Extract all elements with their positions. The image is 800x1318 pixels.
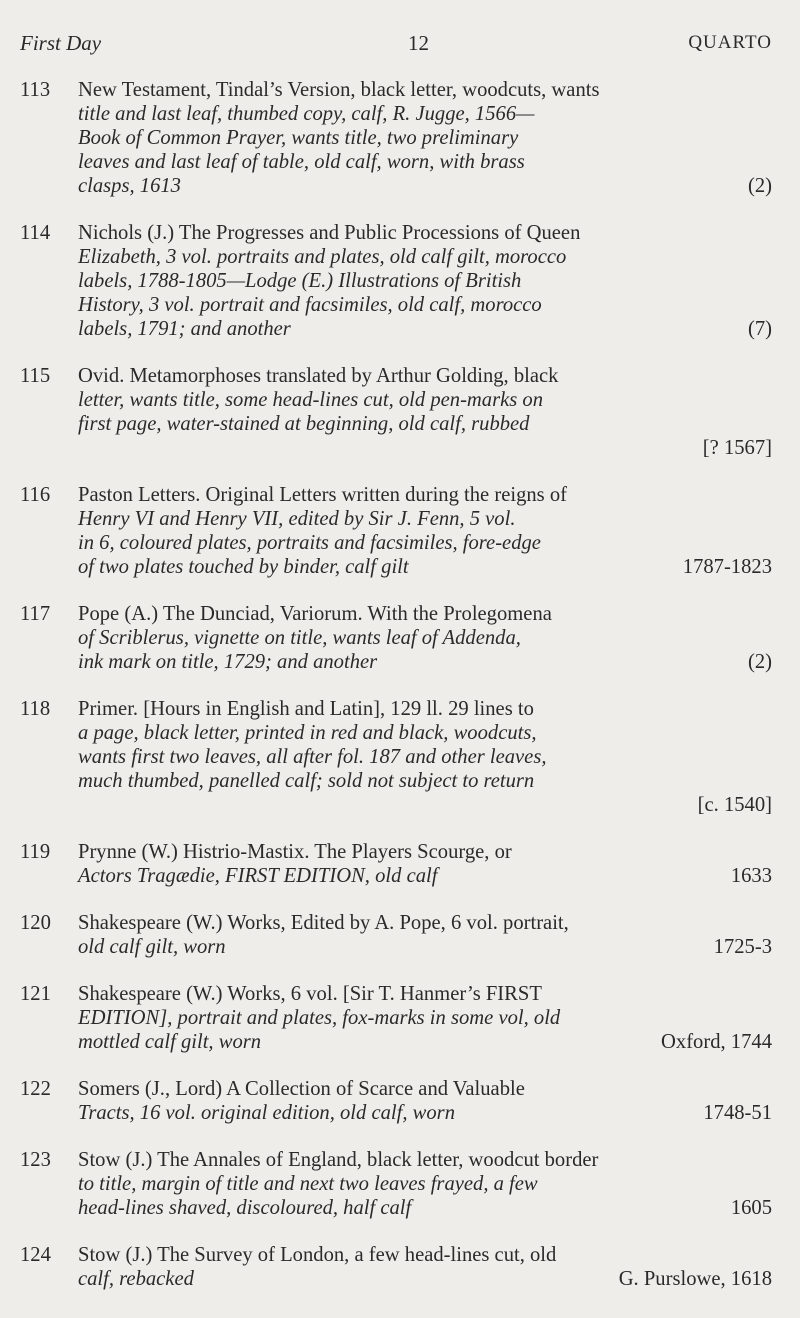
lot-description xyxy=(78,697,772,817)
lot-head-line: Primer. [Hours in English and Latin], 129 ll. 29 lines to xyxy=(78,698,534,720)
lot-head-line: Stow (J.) The Survey of London, a few head-lines cut, old xyxy=(78,1244,557,1266)
lot-line: labels, 1788-1805—Lodge (E.) Illustrations of British xyxy=(78,270,522,292)
lot-entry xyxy=(20,697,772,817)
lot-line: Henry VI and Henry VII, edited by Sir J. Fenn, 5 vol. xyxy=(78,508,516,530)
lot-head-line: Somers (J., Lord) A Collection of Scarce and Valuable xyxy=(78,1078,525,1100)
lot-line: first page, water-stained at beginning, old calf, rubbed xyxy=(78,413,530,435)
lot-description xyxy=(78,982,772,1054)
lot-line: leaves and last leaf of table, old calf, worn, with brass xyxy=(78,151,525,173)
lot-entry xyxy=(20,602,772,674)
lot-line: wants first two leaves, all after fol. 187 and other leaves, xyxy=(78,746,547,768)
lot-entry xyxy=(20,221,772,341)
lot-entry xyxy=(20,982,772,1054)
lot-date-or-count: 1633 xyxy=(730,865,772,887)
lot-entry xyxy=(20,483,772,579)
lot-last-line xyxy=(78,1101,772,1125)
lot-description xyxy=(78,221,772,341)
lot-description xyxy=(78,1148,772,1220)
lot-last-text: clasps, 1613 xyxy=(78,175,181,197)
lot-number: 117 xyxy=(20,603,51,625)
lot-head-line: Shakespeare (W.) Works, Edited by A. Pope, 6 vol. portrait, xyxy=(78,912,569,934)
lot-date-or-count: 1748-51 xyxy=(703,1102,772,1124)
lot-head-line: New Testament, Tindal’s Version, black letter, woodcuts, wants xyxy=(78,79,600,101)
lot-last-text: old calf gilt, worn xyxy=(78,936,226,958)
lot-date-or-count: (2) xyxy=(747,651,772,673)
lot-last-text: head-lines shaved, discoloured, half calf xyxy=(78,1197,412,1219)
lot-number: 122 xyxy=(20,1078,51,1100)
lot-entry xyxy=(20,1077,772,1125)
lot-last-text: of two plates touched by binder, calf gilt xyxy=(78,556,409,578)
lot-last-line xyxy=(78,1196,772,1220)
lot-last-line xyxy=(78,650,772,674)
lot-number: 115 xyxy=(20,365,51,387)
lot-line: in 6, coloured plates, portraits and facsimiles, fore-edge xyxy=(78,532,541,554)
lot-entry xyxy=(20,364,772,460)
lot-number: 118 xyxy=(20,698,51,720)
lot-last-text: ink mark on title, 1729; and another xyxy=(78,651,378,673)
lot-description xyxy=(78,483,772,579)
lot-last-line xyxy=(78,935,772,959)
lot-line: title and last leaf, thumbed copy, calf, R. Jugge, 1566— xyxy=(78,103,535,125)
lot-number: 120 xyxy=(20,912,51,934)
lot-last-line xyxy=(78,1267,772,1291)
lot-description xyxy=(78,1243,772,1291)
lot-last-line xyxy=(78,864,772,888)
lot-number: 114 xyxy=(20,222,51,244)
lot-date-or-count: [c. 1540] xyxy=(697,794,772,816)
lot-description xyxy=(78,602,772,674)
lot-number: 116 xyxy=(20,484,51,506)
lot-description xyxy=(78,1077,772,1125)
lot-description xyxy=(78,78,772,198)
lot-description xyxy=(78,911,772,959)
lot-line: much thumbed, panelled calf; sold not subject to return xyxy=(78,770,535,792)
lot-list xyxy=(20,78,772,1314)
lot-entry xyxy=(20,1243,772,1291)
lot-last-text: mottled calf gilt, worn xyxy=(78,1031,262,1053)
lot-last-text: Actors Tragædie, FIRST EDITION, old calf xyxy=(78,865,438,887)
lot-number: 119 xyxy=(20,841,51,863)
lot-number: 123 xyxy=(20,1149,51,1171)
lot-number: 124 xyxy=(20,1244,51,1266)
lot-head-line: Paston Letters. Original Letters written during the reigns of xyxy=(78,484,567,506)
lot-line: letter, wants title, some head-lines cut, old pen-marks on xyxy=(78,389,544,411)
lot-head-line: Shakespeare (W.) Works, 6 vol. [Sir T. Hanmer’s FIRST xyxy=(78,983,542,1005)
lot-head-line: Stow (J.) The Annales of England, black letter, woodcut border xyxy=(78,1149,599,1171)
lot-line: to title, margin of title and next two leaves frayed, a few xyxy=(78,1173,538,1195)
lot-last-line xyxy=(78,1030,772,1054)
lot-line: Elizabeth, 3 vol. portraits and plates, old calf gilt, morocco xyxy=(78,246,567,268)
lot-date-or-count: (2) xyxy=(747,175,772,197)
lot-last-line xyxy=(78,317,772,341)
lot-last-text: labels, 1791; and another xyxy=(78,318,291,340)
lot-line: EDITION], portrait and plates, fox-marks in some vol, old xyxy=(78,1007,561,1029)
page-number: 12 xyxy=(408,31,429,55)
lot-line: of Scriblerus, vignette on title, wants leaf of Addenda, xyxy=(78,627,521,649)
lot-line: History, 3 vol. portrait and facsimiles, old calf, morocco xyxy=(78,294,542,316)
lot-last-text: Tracts, 16 vol. original edition, old calf, worn xyxy=(78,1102,455,1124)
lot-date-or-count: 1605 xyxy=(730,1197,772,1219)
lot-date-or-count: Oxford, 1744 xyxy=(661,1031,772,1053)
lot-date-or-count: [? 1567] xyxy=(702,437,772,459)
lot-line: Book of Common Prayer, wants title, two preliminary xyxy=(78,127,519,149)
lot-last-line xyxy=(78,555,772,579)
lot-number: 113 xyxy=(20,79,51,101)
lot-line: a page, black letter, printed in red and black, woodcuts, xyxy=(78,722,537,744)
lot-head-line: Nichols (J.) The Progresses and Public Processions of Queen xyxy=(78,222,581,244)
lot-description xyxy=(78,840,772,888)
lot-date-or-count: 1787-1823 xyxy=(682,556,772,578)
lot-head-line: Ovid. Metamorphoses translated by Arthur Golding, black xyxy=(78,365,559,387)
lot-last-text: calf, rebacked xyxy=(78,1268,194,1290)
lot-date-or-count: 1725-3 xyxy=(713,936,772,958)
lot-date-or-count: G. Purslowe, 1618 xyxy=(618,1268,772,1290)
lot-entry xyxy=(20,78,772,198)
header-format: QUARTO xyxy=(688,32,772,53)
lot-head-line: Prynne (W.) Histrio-Mastix. The Players Scourge, or xyxy=(78,841,512,863)
header-day: First Day xyxy=(20,31,102,55)
lot-last-line xyxy=(78,174,772,198)
lot-description xyxy=(78,364,772,460)
lot-date-or-count: (7) xyxy=(747,318,772,340)
lot-entry xyxy=(20,1148,772,1220)
lot-last-line xyxy=(78,793,772,817)
page-header xyxy=(20,28,772,58)
lot-last-text xyxy=(78,794,83,816)
lot-head-line: Pope (A.) The Dunciad, Variorum. With the Prolegomena xyxy=(78,603,552,625)
lot-entry xyxy=(20,840,772,888)
lot-last-line xyxy=(78,436,772,460)
lot-number: 121 xyxy=(20,983,51,1005)
lot-entry xyxy=(20,911,772,959)
lot-last-text xyxy=(78,437,83,459)
